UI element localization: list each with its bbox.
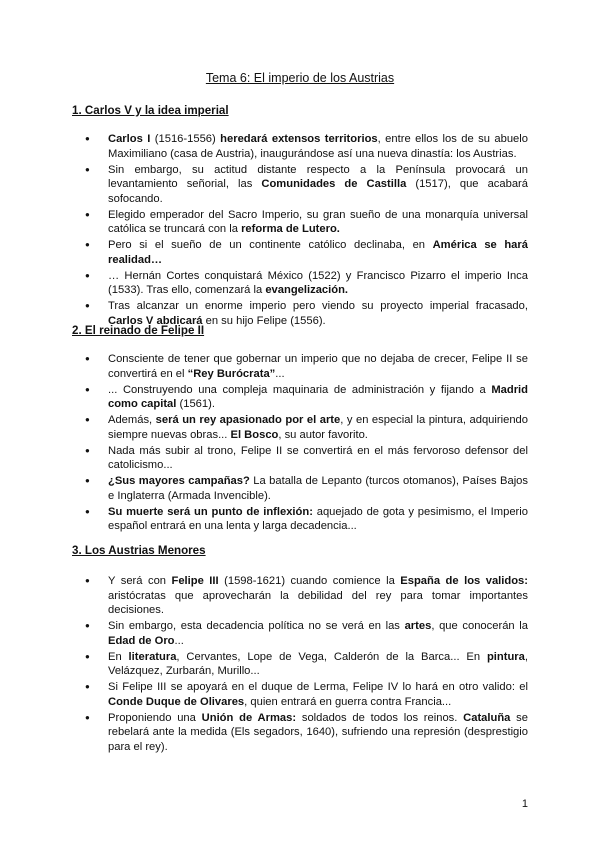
section-2-list <box>72 352 528 535</box>
list-item <box>72 413 528 442</box>
bold-text: Madrid como capital <box>108 383 528 410</box>
text-run: Tras alcanzar un enorme imperio pero viendo su proyecto imperial fracasado, <box>108 300 528 312</box>
list-item <box>72 680 528 709</box>
list-item <box>72 269 528 298</box>
bold-text: Carlos V abdicará <box>108 314 203 327</box>
page-number: 1 <box>521 798 528 810</box>
bold-text: Edad de Oro <box>108 634 175 647</box>
text-run: , Cervantes, Lope de Vega, Calderón de la Barca... En <box>176 650 487 663</box>
bold-text: heredará extensos territorios <box>220 133 378 145</box>
text-run: Elegido emperador del Sacro Imperio, su gran sueño de una monarquía universal católica se truncará con la <box>108 208 528 235</box>
list-item <box>72 208 528 237</box>
text-run: , que conocerán la <box>431 620 528 632</box>
section-heading-carlos-v: 1. Carlos V y la idea imperial <box>72 104 229 117</box>
text-run: ... <box>174 634 184 647</box>
section-heading-felipe-ii: 2. El reinado de Felipe II <box>72 324 205 337</box>
text-run: La batalla de Lepanto (turcos otomanos), Países Bajos e Inglaterra (Armada Invencible). <box>108 475 528 502</box>
list-item <box>72 352 528 381</box>
bold-text: El Bosco <box>230 428 279 441</box>
bold-text: América se hará realidad… <box>108 239 528 266</box>
text-run: se rebelará ante la medida (Els segadors, 1640), sufriendo una represión (desprestigio para el rey). <box>108 711 528 753</box>
text-run: , entre ellos los de su abuelo Maximiliano (casa de Austria), inaugurándose así una nueva dinastía: los Austrias. <box>108 133 528 160</box>
list-item <box>72 650 528 679</box>
text-run: … Hernán Cortes conquistará México (1522) y Francisco Pizarro el imperio Inca (1533). Tras ello, comenzará la <box>108 269 528 296</box>
page-title: Tema 6: El imperio de los Austrias <box>205 71 395 85</box>
list-item <box>72 238 528 267</box>
text-run: Consciente de tener que gobernar un imperio que no dejaba de crecer, Felipe II se convertirá en el <box>108 353 528 380</box>
text-run: aquejado de gota y pesimismo, el Imperio español entrará en una lenta y larga decadencia... <box>108 505 528 532</box>
text-run: Sin embargo, su actitud distante respecto a la Península provocará un levantamiento señorial, las <box>108 163 528 190</box>
bold-text: pintura <box>486 650 525 663</box>
text-run: en su hijo Felipe (1556). <box>202 314 326 327</box>
text-run: Nada más subir al trono, Felipe II se convertirá en el más fervoroso defensor del catolicismo... <box>108 444 528 471</box>
text-run: (1516-1556) <box>150 133 221 145</box>
text-run: aristócratas que aprovecharán la debilidad del rey para tomar importantes decisiones. <box>108 589 528 616</box>
bold-text: España de los validos: <box>400 575 529 587</box>
text-run: ... <box>275 367 285 380</box>
text-run: Y será con <box>108 575 172 587</box>
list-item <box>72 574 528 618</box>
text-run: (1561). <box>176 398 215 410</box>
text-run: ... Construyendo una compleja maquinaria de administración y fijando a <box>108 383 492 396</box>
bold-text: Carlos I <box>108 133 151 145</box>
bold-text: literatura <box>128 650 177 663</box>
bold-text: ¿Sus mayores campañas? <box>108 475 250 487</box>
bold-text: Cataluña <box>463 711 511 724</box>
text-run: soldados de todos los reinos. <box>296 711 464 724</box>
text-run: Además, <box>108 414 156 426</box>
list-item <box>72 444 528 473</box>
text-run: Proponiendo una <box>108 711 202 724</box>
list-item <box>72 163 528 207</box>
text-run: , quien entrará en guerra contra Francia... <box>244 695 452 708</box>
bold-text: Felipe III <box>171 575 219 587</box>
bold-text: “Rey Burócrata” <box>187 367 276 380</box>
bold-text: Conde Duque de Olivares <box>108 695 245 708</box>
text-run: Pero si el sueño de un continente católico declinaba, en <box>108 239 433 251</box>
bold-text: Unión de Armas: <box>201 711 297 724</box>
section-3-list <box>72 574 528 756</box>
section-heading-austrias-menores: 3. Los Austrias Menores <box>72 544 206 557</box>
text-run: (1598-1621) cuando comience la <box>218 575 401 587</box>
text-run: Sin embargo, esta decadencia política no se verá en las <box>108 620 405 632</box>
list-item <box>72 474 528 503</box>
bold-text: artes <box>404 620 432 632</box>
text-run: , su autor favorito. <box>278 428 368 441</box>
text-run: (1517), que acabará sofocando. <box>108 178 528 205</box>
list-item <box>72 505 528 534</box>
text-run: Si Felipe III se apoyará en el duque de Lerma, Felipe IV lo hará en otro valido: el <box>108 681 528 693</box>
section-1-list <box>72 132 528 330</box>
text-run: En <box>108 650 129 663</box>
bold-text: Comunidades de Castilla <box>261 178 407 190</box>
list-item <box>72 711 528 755</box>
bold-text: será un rey apasionado por el arte <box>155 414 341 426</box>
list-item <box>72 132 528 161</box>
bold-text: evangelización. <box>265 284 349 296</box>
list-item <box>72 619 528 648</box>
bold-text: Su muerte será un punto de inflexión: <box>108 505 313 518</box>
bold-text: reforma de Lutero. <box>241 223 340 235</box>
list-item <box>72 383 528 412</box>
text-run: , Velázquez, Zurbarán, Murillo... <box>108 650 528 677</box>
text-run: , y en especial la pintura, adquiriendo siempre nuevas obras... <box>108 414 528 441</box>
